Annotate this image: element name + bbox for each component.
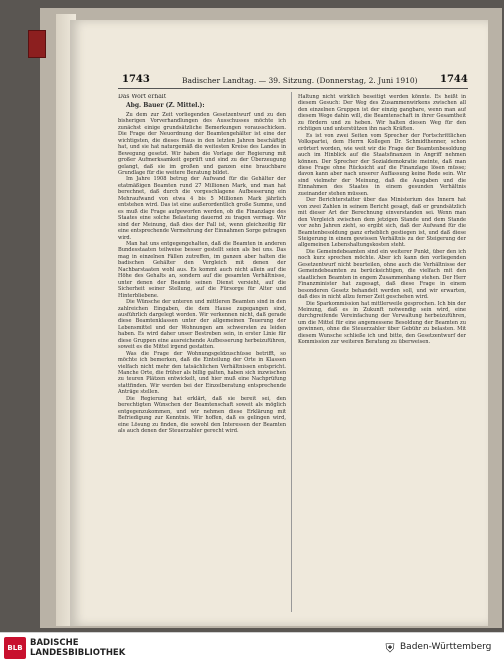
- paragraph: Was die Frage der Wohnungsgeldzuschüsse betrifft, so möchte ich bemerken, daß die Einteilung der Orte in Klassen vielfach nicht mehr den tatsächlichen Verhältnissen entspricht. Manche Orte, die früher als billig galten, haben sich inzwischen zu teuren Plätzen entwickelt, und hier muß eine Nachprüfung stattfinden. Wir werden bei der Einzelberatung entsprechende Anträge stellen.: [118, 350, 286, 396]
- running-header: Badischer Landtag. — 39. Sitzung. (Donnerstag, 2. Juni 1910): [182, 76, 418, 85]
- paragraph: Die Wünsche der unteren und mittleren Beamten sind in den zahlreichen Eingaben, die dem Hause zugegangen sind, ausführlich dargelegt worden. Wir verkennen nicht, daß gerade diese Beamtenklassen unter der allgemeinen Teuerung der Lebensmittel und der Wohnungen am schwersten zu leiden haben. Es wird daher unser Bestreben sein, in erster Linie für diese Gruppen eine ausreichende Aufbesserung herbeizuführen, soweit es die Mittel irgend gestatten.: [118, 299, 286, 351]
- header-rule: [118, 88, 468, 89]
- intro-line: Das Wort erhält: [118, 94, 167, 100]
- bookmark-clip: [28, 30, 46, 58]
- paragraph: Haltung nicht wirklich beseitigt werden könnte. Es heißt in diesem Gesuch: Der Weg des Zusammenwirkens zwischen all den einzelnen Gruppen ist der einzig gangbare, wenn man auf diesem Wege dahin will, die Beamtenschaft in ihrer Gesamtheit zu fördern und zu heben. Wir halten diesen Weg für den richtigen und unterstützen ihn nach Kräften.: [298, 94, 466, 133]
- paragraph: Die Sparkommission hat mittlerweile gesprochen. Ich bin der Meinung, daß es in Zukunft notwendig sein wird, eine durchgreifende Vereinfachung der Verwaltung herbeizuführen, um die Mittel für eine angemessene Besoldung der Beamten zu gewinnen, ohne die Steuerzahler über Gebühr zu belasten. Mit diesem Wunsche schließe ich und bitte, den Gesetzentwurf der Kommission zur weiteren Beratung zu überweisen.: [298, 300, 466, 346]
- blb-logo: BLB: [4, 637, 26, 659]
- paragraph: Der Berichterstatter über das Ministerium des Innern hat von zwei Zahlen in seinem Bericht gesagt, daß er grundsätzlich mit dieser Art der Berechnung einverstanden sei. Wenn man den Vergleich zwischen dem jetzigen Stande und dem Stande vor zehn Jahren zieht, so ergibt sich, daß der Aufwand für die Beamtenbesoldung ganz erheblich gestiegen ist, und daß diese Steigerung in einem gewissen Verhältnis zu der Steigerung der allgemeinen Lebenshaltungskosten steht.: [298, 197, 466, 249]
- paragraph: Man hat uns entgegengehalten, daß die Beamten in anderen Bundesstaaten teilweise besser gestellt seien als bei uns. Das mag in einzelnen Fällen zutreffen, im ganzen aber halten die badischen Gehälter den Vergleich mit denen der Nachbarstaaten wohl aus. Es kommt auch nicht allein auf die Höhe des Gehalts an, sondern auf die gesamten Verhältnisse, unter denen der Beamte seinen Dienst versieht, auf die Sicherheit seiner Stellung, auf die Fürsorge für Alter und Hinterbliebene.: [118, 240, 286, 299]
- speaker-label: Abg. Bauer (Z. Mittel.):: [126, 102, 205, 110]
- state-name: Baden-Württemberg: [400, 642, 492, 652]
- footer-bar: [0, 632, 504, 663]
- library-name-line1: BADISCHE: [30, 638, 79, 648]
- library-name: [30, 638, 125, 658]
- library-name-line2: LANDESBIBLIOTHEK: [30, 648, 126, 658]
- paragraph: Im Jahre 1908 betrug der Aufwand für die Gehälter der etatmäßigen Beamten rund 27 Millionen Mark, und man hat berechnet, daß durch die vorgeschlagene Aufbesserung ein Mehraufwand von etwa 4 bis 5 Millionen Mark jährlich entstehen wird. Das ist eine außerordentlich große Summe, und es muß die Frage aufgeworfen werden, ob die Finanzlage des Staates eine solche Belastung dauernd zu tragen vermag. Wir sind der Meinung, daß dies der Fall ist, wenn gleichzeitig für eine entsprechende Vermehrung der Einnahmen Sorge getragen wird.: [118, 176, 286, 241]
- left-column: [118, 94, 286, 614]
- paragraph: Zu dem zur Zeit vorliegenden Gesetzentwurf und zu den bisherigen Vorverhandlungen des Ausschusses möchte ich zunächst einige grundsätzliche Bemerkungen vorausschicken. Die Frage der Neuordnung der Beamtengehälter ist eine der wichtigsten, die dieses Haus in den letzten Jahren beschäftigt hat, und sie hat naturgemäß die weitesten Kreise des Landes in Bewegung gesetzt. Wir haben die Vorlage der Regierung mit großer Aufmerksamkeit geprüft und sind zu der Überzeugung gelangt, daß sie im großen und ganzen eine brauchbare Grundlage für die weitere Beratung bildet.: [118, 111, 286, 176]
- paragraph: Die Regierung hat erklärt, daß sie bereit sei, den berechtigten Wünschen der Beamtenschaft soweit als möglich entgegenzukommen, und wir nehmen diese Erklärung mit Befriedigung zur Kenntnis. Wir hoffen, daß es gelingen wird, eine Lösung zu finden, die sowohl den Interessen der Beamten als auch denen der Steuerzahler gerecht wird.: [118, 395, 286, 435]
- page-number-right: 1744: [440, 74, 468, 85]
- paragraph: Die Gemeindebeamten sind ein weiterer Punkt, über den ich noch kurz sprechen möchte. Aber ich kann den vorliegenden Gesetzentwurf nicht beurteilen, ohne auch die Verhältnisse der Gemeindebeamten zu berücksichtigen, die vielfach mit den staatlichen Beamten in engem Zusammenhang stehen. Der Herr Finanzminister hat zugesagt, daß diese Frage in einem besonderen Gesetz behandelt werden soll, und wir erwarten, daß dies in nicht allzu ferner Zeit geschehen wird.: [298, 248, 466, 301]
- paragraph: Es ist von zwei Seiten vom Sprecher der Fortschrittlichen Volkspartei, dem Herrn Kollegen Dr. Schmidthenner, schon erörtert worden, wie weit wir die Frage der Beamtenbesoldung auch im Hinblick auf die Staatsfinanzen in Angriff nehmen können. Der Sprecher der Sozialdemokratie meinte, daß man diese Frage ohne Rücksicht auf die Finanzlage lösen müsse; davon kann aber nach unserer Auffassung keine Rede sein. Wir sind vielmehr der Meinung, daß die Ausgaben und die Einnahmen des Staates in einem gesunden Verhältnis zueinander stehen müssen.: [298, 132, 466, 197]
- state-coat-of-arms-icon: ⛨: [385, 641, 395, 655]
- right-column: [298, 94, 466, 614]
- page-number-left: 1743: [122, 74, 150, 85]
- column-divider: [291, 92, 292, 612]
